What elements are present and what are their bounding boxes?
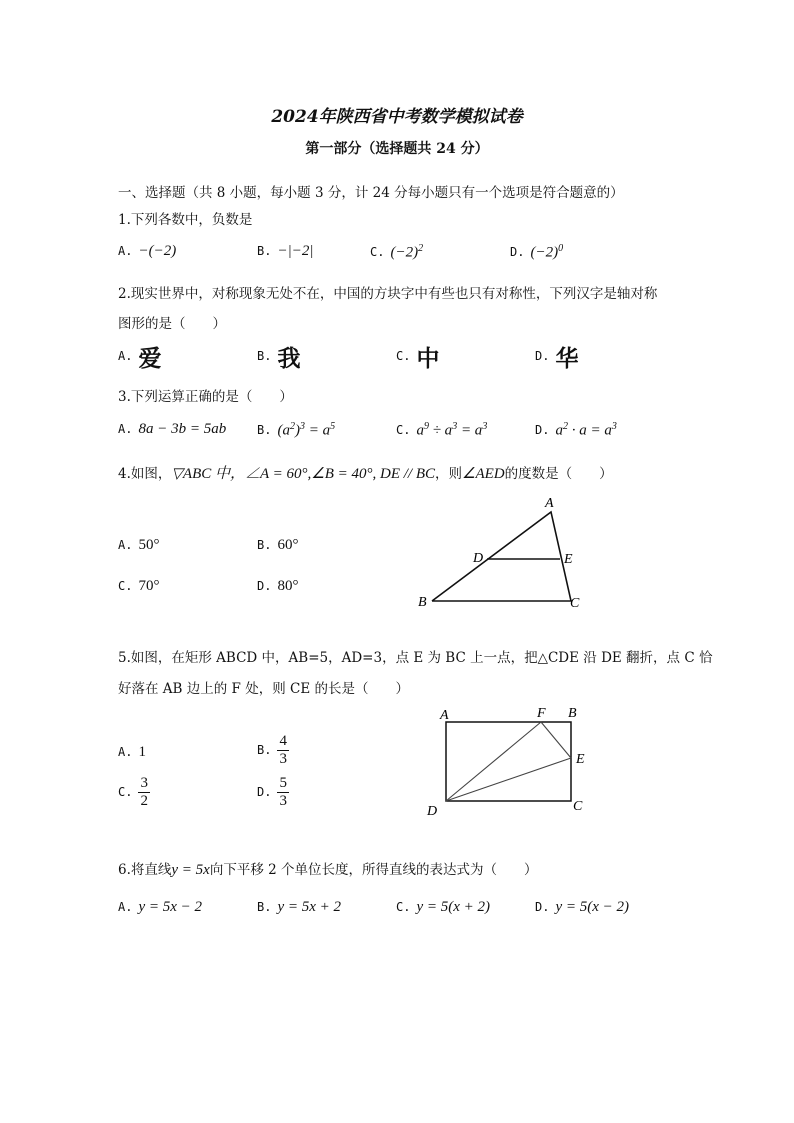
option-text: 60° xyxy=(277,537,299,553)
option-label: C. xyxy=(396,900,411,914)
option-fraction xyxy=(138,775,150,810)
option-part: a xyxy=(416,422,424,439)
option-label: A. xyxy=(118,900,133,914)
option-base: (−2) xyxy=(530,244,559,261)
option-part: a xyxy=(555,422,563,439)
q2-stem-line1: 2.现实世界中，对称现象无处不在，中国的方块字中有些也只有对称性，下列汉字是轴对称 xyxy=(118,286,658,302)
point-label-a: A xyxy=(545,496,554,511)
section-title: 第一部分（选择题共 24 分） xyxy=(305,141,489,157)
q2-option-c[interactable] xyxy=(396,340,439,373)
q3-stem: 3.下列运算正确的是（ ） xyxy=(118,389,293,405)
section-instructions: 一、选择题（共 8 小题，每小题 3 分，计 24 分每小题只有一个选项是符合题意的） xyxy=(118,185,624,201)
q5-stem-line1: 5.如图，在矩形 ABCD 中，AB=5，AD=3，点 E 为 BC 上一点，把△CDE 沿 DE 翻折，点 C 恰 xyxy=(118,650,713,666)
option-char: 我 xyxy=(277,346,301,372)
option-exponent: 2 xyxy=(418,243,424,254)
q3-option-b[interactable] xyxy=(257,421,335,439)
option-label: D. xyxy=(257,785,272,799)
option-exponent: 3 xyxy=(299,421,305,432)
option-label: C. xyxy=(396,423,411,438)
option-exponent: 3 xyxy=(452,421,458,432)
option-fraction xyxy=(277,733,289,768)
rectangle-abcd xyxy=(446,722,571,801)
point-label-b: B xyxy=(568,706,577,721)
point-label-a: A xyxy=(440,708,449,723)
option-label: A. xyxy=(118,422,133,436)
q4-stem-mid: ，则 xyxy=(435,466,462,482)
q5-rectangle-figure xyxy=(420,700,600,825)
option-text: 1 xyxy=(138,744,146,760)
q5-option-b[interactable] xyxy=(257,733,289,768)
option-part: (a xyxy=(277,422,290,439)
option-text: −|−2| xyxy=(277,243,314,259)
q6-option-b[interactable] xyxy=(257,899,341,916)
q4-stem-math2: ∠AED xyxy=(462,466,505,482)
option-text: −(−2) xyxy=(138,243,177,259)
exam-title: 2024年陕西省中考数学模拟试卷 xyxy=(271,107,523,127)
q4-option-a[interactable] xyxy=(118,537,159,554)
point-label-c: C xyxy=(570,596,580,611)
option-text: 50° xyxy=(138,537,160,553)
q4-triangle-figure xyxy=(410,490,600,615)
option-label: D. xyxy=(535,900,550,914)
point-label-b: B xyxy=(418,595,427,610)
option-char: 中 xyxy=(416,346,440,372)
option-label: B. xyxy=(257,423,272,438)
triangle-abc xyxy=(432,512,571,601)
segment-de xyxy=(446,758,571,801)
option-label: B. xyxy=(257,538,272,552)
option-label: C. xyxy=(118,785,133,799)
option-label: D. xyxy=(535,423,550,438)
fraction-denominator: 2 xyxy=(140,793,148,809)
option-label: A. xyxy=(118,349,133,363)
option-label: C. xyxy=(370,245,385,260)
point-label-f: F xyxy=(537,706,546,721)
option-exponent: 2 xyxy=(289,421,295,432)
q1-stem: 1.下列各数中，负数是 xyxy=(118,212,253,228)
fraction-denominator: 3 xyxy=(279,793,287,809)
q6-stem xyxy=(118,858,538,879)
option-text: 80° xyxy=(277,578,299,594)
option-label: C. xyxy=(396,349,411,363)
point-label-e: E xyxy=(564,552,573,567)
q2-option-a[interactable] xyxy=(118,340,161,373)
option-part: ) xyxy=(294,422,300,439)
option-label: B. xyxy=(257,900,272,914)
option-exponent: 2 xyxy=(562,421,568,432)
q5-option-c[interactable] xyxy=(118,775,150,810)
option-text: 8a − 3b = 5ab xyxy=(138,421,227,437)
option-part: · a = a xyxy=(567,422,612,439)
q4-stem-prefix: 4.如图， xyxy=(118,466,172,482)
q4-stem-suffix: 的度数是（ ） xyxy=(504,466,613,482)
option-label: A. xyxy=(118,538,133,552)
option-exponent: 0 xyxy=(558,243,564,254)
q1-option-c[interactable] xyxy=(370,243,423,261)
option-fraction xyxy=(277,775,289,810)
option-exponent: 5 xyxy=(330,421,336,432)
segment-df xyxy=(446,722,541,801)
q6-option-a[interactable] xyxy=(118,899,202,916)
q3-option-d[interactable] xyxy=(535,421,617,439)
option-part: = a xyxy=(457,422,483,439)
q2-stem-line2: 图形的是（ ） xyxy=(118,316,226,332)
q3-option-c[interactable] xyxy=(396,421,487,439)
q5-stem-line2: 好落在 AB 边上的 F 处，则 CE 的长是（ ） xyxy=(118,681,409,697)
option-part: ÷ a xyxy=(428,422,453,439)
option-label: A. xyxy=(118,745,133,759)
segment-fe xyxy=(541,722,571,758)
option-part: = a xyxy=(304,422,331,439)
option-label: A. xyxy=(118,244,133,258)
option-label: B. xyxy=(257,244,272,258)
option-label: C. xyxy=(118,579,133,593)
point-label-d: D xyxy=(473,551,484,566)
option-label: D. xyxy=(535,349,550,363)
q5-option-d[interactable] xyxy=(257,775,289,810)
q6-stem-math: y = 5x xyxy=(171,862,210,878)
q3-option-a[interactable] xyxy=(118,421,226,438)
fraction-numerator: 4 xyxy=(279,733,287,749)
point-label-d: D xyxy=(427,804,438,819)
fraction-denominator: 3 xyxy=(279,751,287,767)
q5-option-a[interactable] xyxy=(118,744,146,761)
q2-option-b[interactable] xyxy=(257,340,300,373)
option-label: D. xyxy=(257,579,272,593)
q6-option-d[interactable] xyxy=(535,899,629,916)
q4-stem xyxy=(118,462,613,483)
q6-stem-prefix: 6.将直线 xyxy=(118,862,172,878)
q1-option-b[interactable] xyxy=(257,243,313,260)
q1-option-d[interactable] xyxy=(510,243,563,261)
option-label: B. xyxy=(257,349,272,363)
option-base: (−2) xyxy=(390,244,419,261)
option-text: 70° xyxy=(138,578,160,594)
option-text: y = 5(x − 2) xyxy=(555,899,630,915)
q2-option-d[interactable] xyxy=(535,340,578,373)
option-char: 华 xyxy=(555,346,579,372)
option-label: D. xyxy=(510,245,525,260)
fraction-numerator: 3 xyxy=(140,775,148,791)
point-label-e: E xyxy=(576,752,585,767)
q4-option-c[interactable] xyxy=(118,578,159,595)
q4-stem-math: ▽ABC 中，∠A = 60°,∠B = 40°, DE // BC xyxy=(171,466,435,482)
q4-option-d[interactable] xyxy=(257,578,298,595)
q4-option-b[interactable] xyxy=(257,537,298,554)
option-text: y = 5(x + 2) xyxy=(416,899,491,915)
option-exponent: 9 xyxy=(423,421,429,432)
fraction-numerator: 5 xyxy=(279,775,287,791)
option-text: y = 5x + 2 xyxy=(277,899,342,915)
option-char: 爱 xyxy=(138,346,162,372)
point-label-c: C xyxy=(573,799,583,814)
option-text: y = 5x − 2 xyxy=(138,899,203,915)
q6-option-c[interactable] xyxy=(396,899,490,916)
q1-option-a[interactable] xyxy=(118,243,176,260)
option-exponent: 3 xyxy=(482,421,488,432)
q6-stem-suffix: 向下平移 2 个单位长度，所得直线的表达式为（ ） xyxy=(209,862,538,878)
option-label: B. xyxy=(257,743,272,757)
option-exponent: 3 xyxy=(611,421,617,432)
